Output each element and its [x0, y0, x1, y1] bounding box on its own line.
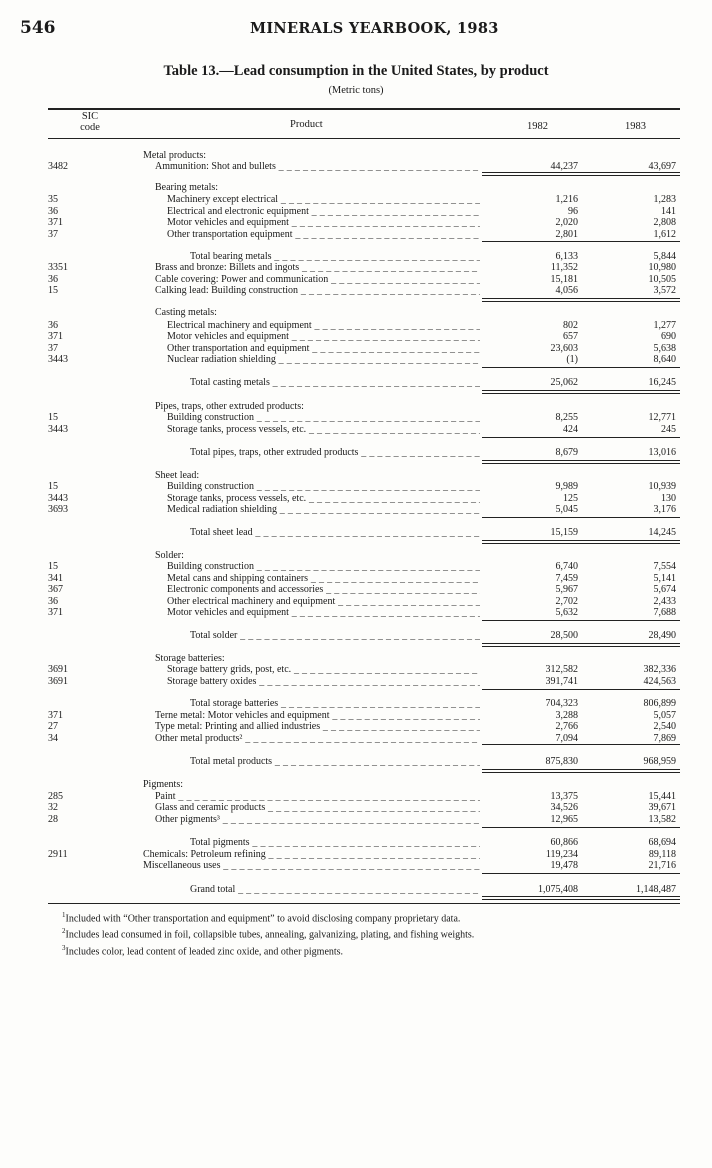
value-1982: 391,741: [545, 676, 578, 687]
value-1982: 8,679: [555, 447, 578, 458]
table-subtitle: (Metric tons): [328, 85, 384, 96]
product-label: Electronic components and accessories _ _ _: [167, 584, 480, 596]
table-row: [0, 285, 712, 297]
value-1983: 16,245: [648, 377, 676, 388]
sic-code: 28: [48, 814, 58, 825]
table-row: [0, 320, 712, 332]
total-rule: [482, 172, 680, 173]
product-label: Electrical and electronic equipment _ _ _: [167, 206, 480, 218]
value-1983: 5,674: [653, 584, 676, 595]
value-1982: (1): [566, 354, 578, 365]
value-1983: 39,671: [648, 802, 676, 813]
value-1983: 1,277: [653, 320, 676, 331]
table-row: [0, 607, 712, 619]
product-label: Medical radiation shielding _ _ _: [167, 504, 480, 516]
sic-code: 285: [48, 791, 63, 802]
product-label: Paint _ _ _: [155, 791, 480, 803]
value-1982: 5,967: [555, 584, 578, 595]
table-row: [0, 217, 712, 229]
value-1983: 5,844: [653, 251, 676, 262]
value-1983: 10,980: [648, 262, 676, 273]
product-label: Metal products:: [143, 150, 207, 161]
product-label: Total metal products _ _ _: [190, 756, 480, 768]
value-1983: 1,148,487: [636, 884, 676, 895]
product-label: Nuclear radiation shielding _ _ _: [167, 354, 480, 366]
sic-code: 34: [48, 733, 58, 744]
table-row: [0, 630, 712, 642]
sic-code: 3691: [48, 664, 68, 675]
table-row: [0, 733, 712, 745]
total-rule: [482, 390, 680, 391]
value-1983: 5,057: [653, 710, 676, 721]
table-row: [0, 561, 712, 573]
table-row: [0, 849, 712, 861]
value-1983: 7,869: [653, 733, 676, 744]
value-1982: 23,603: [550, 343, 578, 354]
sic-code: 35: [48, 194, 58, 205]
running-title: MINERALS YEARBOOK, 1983: [250, 20, 499, 37]
total-rule: [482, 437, 680, 438]
product-label: Grand total _ _ _: [190, 884, 480, 896]
col-header-1983: 1983: [625, 121, 646, 132]
product-label: Ammunition: Shot and bullets _ _ _: [155, 161, 480, 173]
table-row: [0, 331, 712, 343]
value-1982: 13,375: [550, 791, 578, 802]
product-label: Motor vehicles and equipment _ _ _: [167, 331, 480, 343]
table-row: [0, 837, 712, 849]
sic-code: 36: [48, 274, 58, 285]
value-1982: 2,801: [555, 229, 578, 240]
table-row: [0, 791, 712, 803]
product-label: Building construction _ _ _: [167, 561, 480, 573]
table-row: [0, 182, 712, 194]
product-label: Building construction _ _ _: [167, 481, 480, 493]
table-row: [0, 779, 712, 791]
value-1983: 28,490: [648, 630, 676, 641]
sic-code: 3482: [48, 161, 68, 172]
sic-code: 3693: [48, 504, 68, 515]
value-1982: 125: [563, 493, 578, 504]
sic-code: 15: [48, 285, 58, 296]
product-label: Other metal products² _ _ _: [155, 733, 480, 745]
value-1982: 875,830: [545, 756, 578, 767]
sic-code: 36: [48, 596, 58, 607]
table-row: [0, 710, 712, 722]
product-label: Pigments:: [143, 779, 184, 790]
value-1983: 806,899: [643, 698, 676, 709]
product-label: Other transportation equipment _ _ _: [167, 229, 480, 241]
total-rule: [482, 540, 680, 541]
col-header-sic-line2: code: [80, 122, 100, 133]
footnote-mark: 3: [62, 943, 66, 952]
total-rule: [482, 298, 680, 299]
value-1982: 802: [563, 320, 578, 331]
value-1983: 2,808: [653, 217, 676, 228]
product-label: Other electrical machinery and equipment _ _ _: [167, 596, 480, 608]
value-1982: 96: [568, 206, 578, 217]
product-label: Miscellaneous uses _ _ _: [143, 860, 480, 872]
sic-code: 371: [48, 607, 63, 618]
total-rule: [482, 744, 680, 745]
product-label: Bearing metals:: [155, 182, 219, 193]
value-1982: 12,965: [550, 814, 578, 825]
total-rule: [482, 769, 680, 770]
value-1983: 13,582: [648, 814, 676, 825]
table-row: [0, 206, 712, 218]
value-1983: 424,563: [643, 676, 676, 687]
sic-code: 2911: [48, 849, 68, 860]
product-label: Total sheet lead _ _ _: [190, 527, 480, 539]
product-label: Casting metals:: [155, 307, 217, 318]
table-row: [0, 229, 712, 241]
value-1982: 2,020: [555, 217, 578, 228]
table-title: Table 13.—Lead consumption in the United States, by product: [163, 63, 549, 79]
sic-code: 3443: [48, 424, 68, 435]
value-1983: 12,771: [648, 412, 676, 423]
value-1983: 10,505: [648, 274, 676, 285]
product-label: Total storage batteries _ _ _: [190, 698, 480, 710]
sic-code: 3443: [48, 354, 68, 365]
product-label: Total pipes, traps, other extruded products _ _ _: [190, 447, 480, 459]
product-label: Other transportation and equipment _ _ _: [167, 343, 480, 355]
value-1983: 1,283: [653, 194, 676, 205]
product-label: Cable covering: Power and communication _ _ _: [155, 274, 480, 286]
table-row: [0, 481, 712, 493]
total-rule: [482, 646, 680, 647]
table-row: [0, 676, 712, 688]
table-row: [0, 307, 712, 319]
footnote-mark: 1: [62, 911, 66, 919]
value-1982: 2,702: [555, 596, 578, 607]
product-label: Chemicals: Petroleum refining _ _ _: [143, 849, 480, 861]
table-row: [0, 470, 712, 482]
value-1982: 9,989: [555, 481, 578, 492]
value-1982: 15,159: [550, 527, 578, 538]
product-label: Pipes, traps, other extruded products:: [155, 401, 304, 412]
value-1982: 704,323: [545, 698, 578, 709]
total-rule: [482, 175, 680, 176]
col-header-product: Product: [290, 119, 323, 130]
table-row: [0, 527, 712, 539]
value-1983: 968,959: [643, 756, 676, 767]
value-1982: 5,632: [555, 607, 578, 618]
sic-code: 15: [48, 412, 58, 423]
total-rule: [482, 463, 680, 464]
table-row: [0, 814, 712, 826]
value-1983: 1,612: [653, 229, 676, 240]
table-row: [0, 756, 712, 768]
value-1983: 141: [661, 206, 676, 217]
product-label: Total solder _ _ _: [190, 630, 480, 642]
table-row: [0, 884, 712, 896]
value-1982: 44,237: [550, 161, 578, 172]
table-row: [0, 161, 712, 173]
sic-code: 371: [48, 217, 63, 228]
table-row: [0, 194, 712, 206]
value-1982: 19,478: [550, 860, 578, 871]
value-1982: 1,216: [555, 194, 578, 205]
product-label: Sheet lead:: [155, 470, 200, 481]
footnote: [62, 925, 662, 941]
value-1982: 6,740: [555, 561, 578, 572]
table-row: [0, 653, 712, 665]
total-rule: [482, 301, 680, 302]
footnote-text: Includes color, lead content of leaded zinc oxide, and other pigments.: [65, 945, 344, 957]
value-1983: 13,016: [648, 447, 676, 458]
table-row: [0, 274, 712, 286]
sic-code: 371: [48, 331, 63, 342]
product-label: Terne metal: Motor vehicles and equipment _ _ _: [155, 710, 480, 722]
product-label: Total pigments _ _ _: [190, 837, 480, 849]
total-rule: [482, 873, 680, 874]
value-1983: 7,554: [653, 561, 676, 572]
product-label: Electrical machinery and equipment _ _ _: [167, 320, 480, 332]
footnote-rule: [48, 903, 680, 904]
product-label: Storage batteries:: [155, 653, 225, 664]
sic-code: 367: [48, 584, 63, 595]
value-1982: 7,459: [555, 573, 578, 584]
table-row: [0, 343, 712, 355]
value-1982: 28,500: [550, 630, 578, 641]
product-label: Total casting metals _ _ _: [190, 377, 480, 389]
value-1982: 15,181: [550, 274, 578, 285]
product-label: Machinery except electrical _ _ _: [167, 194, 480, 206]
product-label: Glass and ceramic products _ _ _: [155, 802, 480, 814]
value-1983: 68,694: [648, 837, 676, 848]
product-label: Storage battery oxides _ _ _: [167, 676, 480, 688]
value-1983: 43,697: [648, 161, 676, 172]
value-1983: 2,433: [653, 596, 676, 607]
page-number: 546: [20, 18, 56, 38]
total-rule: [482, 899, 680, 900]
table-row: [0, 802, 712, 814]
footnote-text: Included with “Other transportation and equipment” to avoid disclosing company proprietary data.: [65, 913, 461, 925]
total-rule: [482, 241, 680, 242]
footnote: [62, 942, 662, 958]
value-1983: 3,572: [653, 285, 676, 296]
col-header-sic-line1: SIC: [81, 111, 99, 122]
value-1982: 11,352: [550, 262, 578, 273]
value-1983: 5,141: [653, 573, 676, 584]
product-label: Brass and bronze: Billets and ingots _ _ _: [155, 262, 480, 274]
table-row: [0, 251, 712, 263]
footnote-mark: 2: [62, 927, 66, 936]
total-rule: [482, 896, 680, 897]
col-header-1982: 1982: [527, 121, 548, 132]
total-rule: [482, 460, 680, 461]
product-label: Motor vehicles and equipment _ _ _: [167, 217, 480, 229]
value-1983: 10,939: [648, 481, 676, 492]
value-1983: 245: [661, 424, 676, 435]
product-label: Other pigments³ _ _ _: [155, 814, 480, 826]
product-label: Total bearing metals _ _ _: [190, 251, 480, 263]
value-1982: 60,866: [550, 837, 578, 848]
total-rule: [482, 367, 680, 368]
product-label: Metal cans and shipping containers _ _ _: [167, 573, 480, 585]
table-row: [0, 447, 712, 459]
product-label: Motor vehicles and equipment _ _ _: [167, 607, 480, 619]
sic-code: 3443: [48, 493, 68, 504]
value-1982: 119,234: [545, 849, 578, 860]
sic-code: 3691: [48, 676, 68, 687]
value-1982: 424: [563, 424, 578, 435]
product-label: Solder:: [155, 550, 184, 561]
sic-code: 3351: [48, 262, 68, 273]
value-1983: 8,640: [653, 354, 676, 365]
total-rule: [482, 620, 680, 621]
total-rule: [482, 689, 680, 690]
sic-code: 32: [48, 802, 58, 813]
sic-code: 36: [48, 206, 58, 217]
table-row: [0, 664, 712, 676]
value-1982: 2,766: [555, 721, 578, 732]
value-1982: 5,045: [555, 504, 578, 515]
table-row: [0, 150, 712, 162]
sic-code: 36: [48, 320, 58, 331]
value-1983: 382,336: [643, 664, 676, 675]
sic-code: 341: [48, 573, 63, 584]
table-row: [0, 424, 712, 436]
value-1983: 2,540: [653, 721, 676, 732]
product-label: Calking lead: Building construction _ _ _: [155, 285, 480, 297]
sic-code: 15: [48, 561, 58, 572]
table-row: [0, 493, 712, 505]
value-1983: 14,245: [648, 527, 676, 538]
total-rule: [482, 772, 680, 773]
footnotes: [62, 909, 662, 958]
table-row: [0, 354, 712, 366]
total-rule: [482, 517, 680, 518]
value-1982: 25,062: [550, 377, 578, 388]
table-row: [0, 698, 712, 710]
value-1983: 89,118: [648, 849, 676, 860]
footnote-text: Includes lead consumed in foil, collapsible tubes, annealing, galvanizing, plating, and fishing weights.: [65, 929, 475, 941]
value-1983: 5,638: [653, 343, 676, 354]
sic-code: 15: [48, 481, 58, 492]
table-row: [0, 573, 712, 585]
product-label: Type metal: Printing and allied industries _ _ _: [155, 721, 480, 733]
sic-code: 37: [48, 343, 58, 354]
table-row: [0, 504, 712, 516]
value-1982: 4,056: [555, 285, 578, 296]
sic-code: 37: [48, 229, 58, 240]
value-1982: 657: [563, 331, 578, 342]
total-rule: [482, 393, 680, 394]
value-1982: 8,255: [555, 412, 578, 423]
value-1983: 21,716: [648, 860, 676, 871]
value-1983: 7,688: [653, 607, 676, 618]
product-label: Storage battery grids, post, etc. _ _ _: [167, 664, 480, 676]
footnote: [62, 909, 662, 925]
sic-code: 371: [48, 710, 63, 721]
total-rule: [482, 643, 680, 644]
table-row: [0, 377, 712, 389]
value-1982: 7,094: [555, 733, 578, 744]
product-label: Storage tanks, process vessels, etc. _ _ _: [167, 424, 480, 436]
table-row: [0, 721, 712, 733]
total-rule: [482, 827, 680, 828]
table-row: [0, 401, 712, 413]
total-rule: [482, 543, 680, 544]
table-row: [0, 860, 712, 872]
table-row: [0, 584, 712, 596]
value-1983: 130: [661, 493, 676, 504]
value-1982: 3,288: [555, 710, 578, 721]
value-1982: 34,526: [550, 802, 578, 813]
table-row: [0, 596, 712, 608]
value-1982: 1,075,408: [538, 884, 578, 895]
table-row: [0, 550, 712, 562]
table-row: [0, 262, 712, 274]
value-1982: 312,582: [545, 664, 578, 675]
product-label: Storage tanks, process vessels, etc. _ _ _: [167, 493, 480, 505]
value-1982: 6,133: [555, 251, 578, 262]
sic-code: 27: [48, 721, 58, 732]
value-1983: 15,441: [648, 791, 676, 802]
value-1983: 690: [661, 331, 676, 342]
table-row: [0, 412, 712, 424]
value-1983: 3,176: [653, 504, 676, 515]
product-label: Building construction _ _ _: [167, 412, 480, 424]
